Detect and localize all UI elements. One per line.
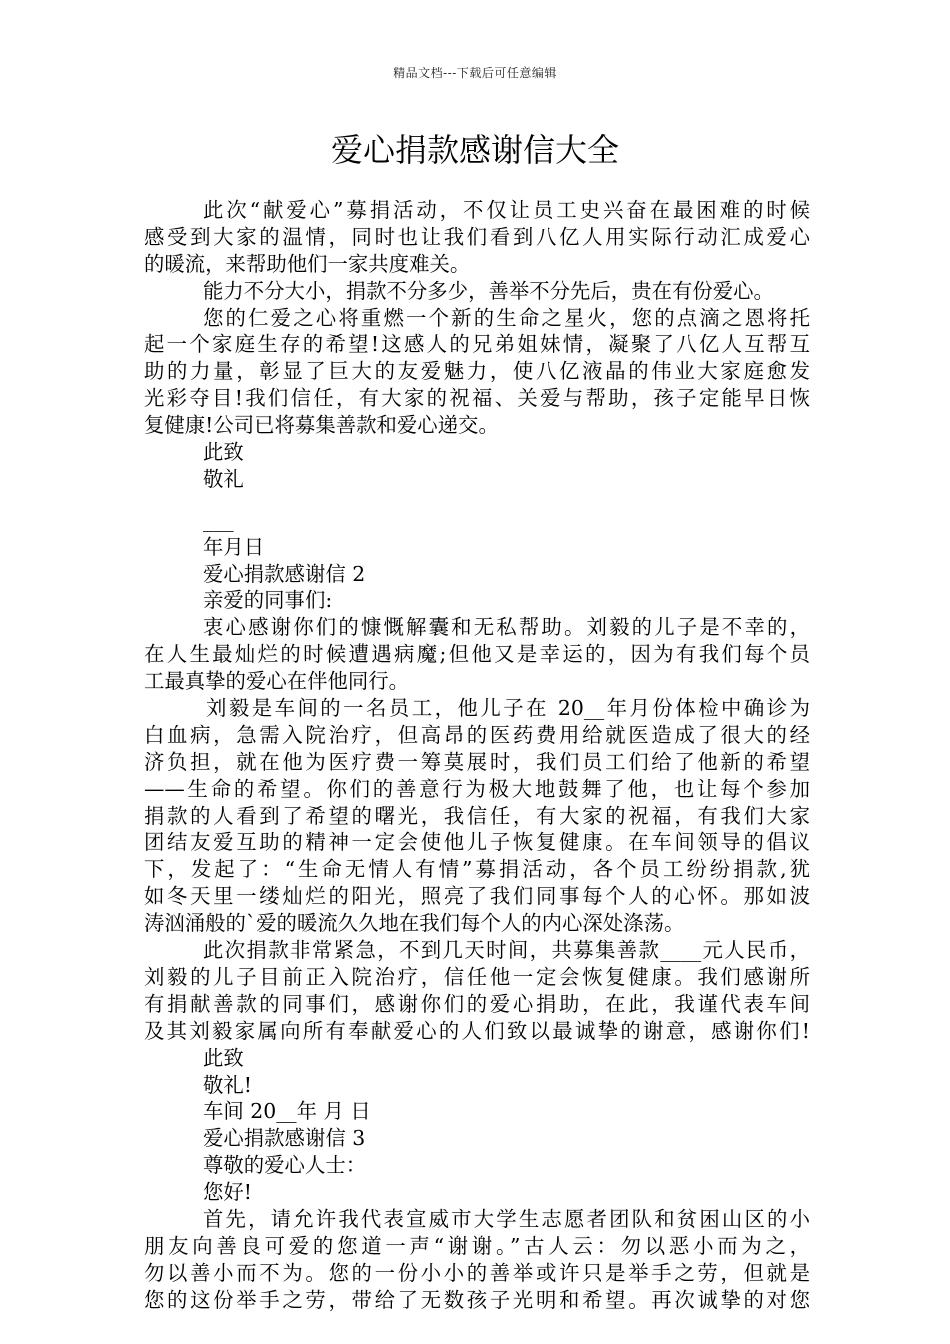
closing-line: 敬礼: [203, 466, 244, 491]
closing-line: 敬礼!: [203, 1072, 252, 1097]
closing-line: 此致: [203, 1045, 244, 1070]
signature-blank: ___: [203, 507, 234, 532]
date-line: 年月日: [203, 534, 265, 559]
closing-line: 此致: [203, 440, 244, 465]
body-line: 衷心感谢你们的慷慨解囊和无私帮助。刘毅的儿子是不幸的，: [203, 615, 810, 640]
body-line: 白血病，急需入院治疗，但高昂的医药费用给就医造成了很大的经: [144, 722, 810, 747]
body-line: 复健康!公司已将募集善款和爱心递交。: [144, 413, 499, 438]
body-line: 捐款的人看到了希望的曙光，我信任，有大家的祝福，有我们大家: [144, 803, 810, 828]
document-body: [144, 197, 810, 1314]
body-line: 勿以善小而不为。您的一份小小的善举或许只是举手之劳，但就是: [144, 1260, 810, 1285]
blank-line: [144, 493, 810, 507]
date-line: 车间 20__年 月 日: [203, 1099, 371, 1124]
document-title: 爱心捐款感谢信大全: [330, 131, 619, 169]
greeting: 您好!: [203, 1180, 252, 1205]
body-line: 济负担，就在他为医疗费一筹莫展时，我们员工们给了他新的希望: [144, 749, 810, 774]
body-line: 朋友向善良可爱的您道一声“谢谢。”古人云：勿以恶小而为之，: [144, 1233, 810, 1258]
body-line: 此次捐款非常紧急，不到几天时间，共募集善款____元人民币，: [203, 938, 810, 963]
body-line: 有捐献善款的同事们，感谢你们的爱心捐助，在此，我谨代表车间: [144, 991, 810, 1016]
body-line: 及其刘毅家属向所有奉献爱心的人们致以最诚挚的谢意，感谢你们!: [144, 1018, 810, 1043]
body-line: 您的这份举手之劳，带给了无数孩子光明和希望。再次诚挚的对您: [144, 1287, 810, 1312]
body-line: 在人生最灿烂的时候遭遇病魔;但他又是幸运的，因为有我们每个员: [144, 642, 810, 667]
body-line: ——生命的希望。你们的善意行为极大地鼓舞了他，也让每个参加: [144, 776, 810, 801]
body-line: 感受到大家的温情，同时也让我们看到八亿人用实际行动汇成爱心: [144, 224, 810, 249]
page-header: 精品文档---下载后可任意编辑: [393, 66, 557, 80]
salutation: 尊敬的爱心人士：: [203, 1153, 367, 1178]
body-line: 团结友爱互助的精神一定会使他儿子恢复健康。在车间领导的倡议: [144, 830, 810, 855]
section-heading: 爱心捐款感谢信 2: [203, 561, 366, 586]
body-line: 刘毅是车间的一名员工，他儿子在 20__年月份体检中确诊为: [206, 696, 810, 721]
body-line: 助的力量，彰显了巨大的友爱魅力，使八亿液晶的伟业大家庭愈发: [144, 359, 810, 384]
body-line: 您的仁爱之心将重燃一个新的生命之星火，您的点滴之恩将托: [203, 305, 810, 330]
salutation: 亲爱的同事们:: [203, 588, 333, 613]
body-line: 工最真挚的爱心在伴他同行。: [144, 669, 410, 694]
section-heading: 爱心捐款感谢信 3: [203, 1126, 366, 1151]
body-line: 起一个家庭生存的希望!这感人的兄弟姐妹情，凝聚了八亿人互帮互: [144, 332, 810, 357]
body-line: 光彩夺目!我们信任，有大家的祝福、关爱与帮助，孩子定能早日恢: [144, 386, 810, 411]
body-line: 的暖流，来帮助他们一家共度难关。: [144, 251, 471, 276]
body-line: 首先，请允许我代表宣威市大学生志愿者团队和贫困山区的小: [203, 1206, 810, 1231]
body-line: 刘毅的儿子目前正入院治疗，信任他一定会恢复健康。我们感谢所: [144, 964, 810, 989]
body-line: 此次“献爱心”募捐活动，不仅让员工史兴奋在最困难的时候: [203, 198, 810, 222]
body-line: 能力不分大小，捐款不分多少，善举不分先后，贵在有份爱心。: [203, 278, 774, 303]
body-line: 涛汹涌般的`爱的暖流久久地在我们每个人的内心深处涤荡。: [144, 911, 685, 936]
body-line: 下，发起了：“生命无情人有情”募捐活动，各个员工纷纷捐款,犹: [144, 857, 810, 882]
body-line: 如冬天里一缕灿烂的阳光，照亮了我们同事每个人的心怀。那如波: [144, 884, 810, 909]
